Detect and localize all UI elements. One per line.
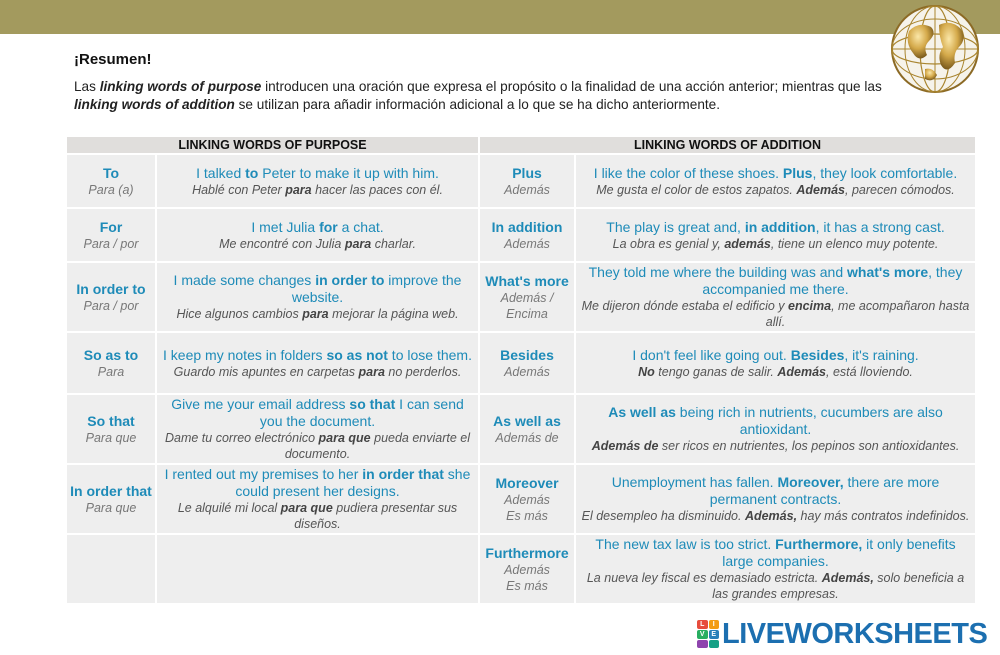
intro-text: introducen una oración que expresa el propósito o la finalidad de una acción anterior; mientras que las [261,79,882,94]
addition-linking-word: As well as [493,412,561,429]
highlight-text: además [724,236,771,251]
sentence-text: , tiene un elenco muy potente. [770,236,939,251]
addition-word-cell [480,535,574,603]
highlight-text: in order that [362,466,444,482]
addition-example-cell [576,209,975,261]
highlight-text: encima [788,299,832,313]
highlight-text: so that [349,396,396,412]
highlight-text: para que [318,431,371,445]
highlight-text: para [302,307,329,321]
sentence-text: Le alquilé mi local [177,501,281,515]
highlight-text: Furthermore, [775,536,863,552]
page-title: ¡Resumen! [74,51,152,68]
sentence-text: I don't feel like going out. [632,346,791,363]
purpose-spanish-example [160,236,475,252]
addition-word-cell [480,263,574,331]
purpose-english-example [160,272,475,306]
purpose-translation: Para / por [83,236,139,251]
addition-linking-word: Moreover [495,474,559,491]
addition-linking-word: Furthermore [485,544,569,561]
addition-word-cell [480,209,574,261]
highlight-text: para que [280,501,333,515]
sentence-text: The play is great and, [606,218,745,235]
sentence-text: I can send you the document. [259,396,464,429]
addition-linking-word: In addition [491,218,563,235]
addition-spanish-example [579,570,972,602]
logo-text: LIVEWORKSHEETS [722,617,988,650]
addition-translation: Además [504,364,550,379]
purpose-word-cell [67,209,155,261]
addition-english-example [579,474,972,508]
purpose-word-cell [67,395,155,463]
highlight-text: para [285,182,312,197]
purpose-english-example [160,466,475,500]
addition-example-cell [576,395,975,463]
addition-example-cell [576,333,975,393]
purpose-word-cell [67,465,155,533]
sentence-text: Unemployment has fallen. [611,474,778,490]
highlight-text: what's more [847,264,929,280]
addition-example-cell [576,155,975,207]
highlight-text: Además de [591,439,659,453]
purpose-example-cell [157,209,478,261]
addition-linking-word: Besides [500,346,554,363]
sentence-text: mejorar la página web. [328,307,459,321]
purpose-linking-word: So as to [83,346,139,363]
addition-translation: Es más [506,508,548,523]
logo-badge-icon: L I V E [697,620,719,648]
sentence-text: Give me your email address [171,396,350,412]
purpose-translation: Para [97,364,125,379]
sentence-text: solo beneficia a las grandes empresas. [712,571,965,601]
sentence-text: Hablé con Peter [192,182,286,197]
sentence-text: she could present her designs. [235,466,471,499]
addition-english-example [579,347,972,364]
sentence-text: Peter to make it up with him. [258,164,439,181]
sentence-text: Guardo mis apuntes en carpetas [173,364,359,379]
purpose-linking-word: In order that [70,482,152,499]
highlight-text: para [344,236,372,251]
purpose-linking-word: In order to [76,280,146,297]
addition-english-example [579,404,972,438]
sentence-text: Dame tu correo electrónico [164,431,319,445]
sentence-text: Me encontré con Julia [219,236,345,251]
table-row [67,333,975,393]
sentence-text: tengo ganas de salir. [654,364,778,379]
addition-translation: Además [504,562,550,577]
sentence-text: , they look comfortable. [812,164,958,181]
sentence-text: being rich in nutrients, cucumbers are also antioxidant. [675,404,943,437]
purpose-linking-word: For [99,218,123,235]
sentence-text: I met Julia [251,218,320,235]
top-banner [0,0,1000,34]
sentence-text: charlar. [371,236,416,251]
addition-translation: Es más [506,578,548,593]
sentence-text: Hice algunos cambios [176,307,303,321]
purpose-linking-word: To [102,164,120,181]
addition-spanish-example [579,182,972,198]
sentence-text: a chat. [337,218,384,235]
purpose-english-example [160,396,475,430]
intro-text: Las [74,79,100,94]
addition-english-example [579,264,972,298]
sentence-text: They told me where the building was and [588,264,847,280]
purpose-linking-word: So that [87,412,135,429]
addition-spanish-example [579,298,972,330]
purpose-spanish-example [160,364,475,380]
sentence-text: I made some changes [173,272,316,288]
sentence-text: I like the color of these shoes. [593,164,783,181]
addition-spanish-example [579,508,972,524]
sentence-text: Me gusta el color de estos zapatos. [596,182,797,197]
sentence-text: ser ricos en nutrientes, los pepinos son antioxidantes. [658,439,960,453]
highlight-text: in addition [744,218,816,235]
liveworksheets-logo [697,618,987,650]
purpose-column-header: LINKING WORDS OF PURPOSE [67,137,478,153]
addition-spanish-example [579,438,972,454]
highlight-text: Además, [744,509,798,523]
purpose-translation: Para (a) [88,182,134,197]
addition-word-cell [480,155,574,207]
addition-example-cell [576,263,975,331]
sentence-text: La obra es genial y, [612,236,725,251]
highlight-text: for [319,218,338,235]
highlight-text: in order to [315,272,385,288]
addition-translation: Además [504,236,550,251]
purpose-word-cell [67,155,155,207]
purpose-translation: Para / por [83,298,139,313]
sentence-text: , me acompañaron hasta allí. [765,299,970,329]
highlight-text: Plus [782,164,813,181]
sentence-text: I keep my notes in folders [163,346,327,363]
purpose-example-cell [157,535,478,603]
table-row [67,465,975,533]
sentence-text: there are more permanent contracts. [709,474,940,507]
purpose-example-cell [157,465,478,533]
sentence-text: El desempleo ha disminuido. [581,509,745,523]
purpose-translation: Para que [85,500,137,515]
addition-column-header: LINKING WORDS OF ADDITION [480,137,975,153]
highlight-text: As well as [608,404,676,420]
purpose-spanish-example [160,500,475,532]
purpose-word-cell [67,535,155,603]
sentence-text: Me dijeron dónde estaba el edificio y [581,299,789,313]
sentence-text: pueda enviarte el documento. [284,431,471,461]
intro-emphasis: linking words of purpose [99,79,262,94]
sentence-text: it only benefits large companies. [722,536,956,569]
sentence-text: , it has a strong cast. [815,218,945,235]
table-row [67,209,975,261]
addition-spanish-example [579,236,972,252]
addition-english-example [579,219,972,236]
highlight-text: Además, [821,571,874,585]
purpose-spanish-example [160,306,475,322]
sentence-text: , it's raining. [844,346,919,363]
purpose-english-example [160,219,475,236]
purpose-translation: Para que [85,430,137,445]
sentence-text: improve the website. [291,272,462,305]
highlight-text: so as not [326,346,388,363]
sentence-text: I talked [196,164,246,181]
table-row [67,535,975,603]
sentence-text: , parecen cómodos. [845,182,955,197]
sentence-text: no perderlos. [384,364,462,379]
sentence-text: , está lloviendo. [826,364,913,379]
table-row [67,395,975,463]
purpose-english-example [160,347,475,364]
addition-word-cell [480,395,574,463]
sentence-text: La nueva ley fiscal es demasiado estricta. [586,571,822,585]
addition-english-example [579,165,972,182]
purpose-word-cell [67,263,155,331]
sentence-text: to lose them. [387,346,472,363]
table-row [67,155,975,207]
addition-word-cell [480,333,574,393]
addition-example-cell [576,465,975,533]
purpose-english-example [160,165,475,182]
purpose-spanish-example [160,182,475,198]
addition-linking-word: Plus [512,164,542,181]
intro-text: se utilizan para añadir información adicional a lo que se ha dicho anteriormente. [234,97,720,112]
highlight-text: para [358,364,385,379]
sentence-text: hacer las paces con él. [311,182,443,197]
sentence-text: , they accompanied me there. [702,264,963,297]
addition-spanish-example [579,364,972,380]
highlight-text: Además [796,182,845,197]
addition-word-cell [480,465,574,533]
sentence-text: The new tax law is too strict. [595,536,776,552]
purpose-example-cell [157,333,478,393]
addition-english-example [579,536,972,570]
addition-translation: Además [504,182,550,197]
sentence-text: pudiera presentar sus diseños. [294,501,458,531]
purpose-example-cell [157,263,478,331]
sentence-text: hay más contratos indefinidos. [797,509,970,523]
addition-translation: Además / Encima [500,290,554,321]
addition-translation: Además [504,492,550,507]
purpose-spanish-example [160,430,475,462]
addition-example-cell [576,535,975,603]
linking-words-table [65,135,977,605]
addition-linking-word: What's more [485,272,569,289]
intro-emphasis: linking words of addition [74,97,235,112]
purpose-example-cell [157,395,478,463]
highlight-text: No [638,364,655,379]
highlight-text: Moreover, [777,474,844,490]
highlight-text: to [245,164,259,181]
intro-paragraph [74,78,909,114]
sentence-text: I rented out my premises to her [164,466,363,482]
purpose-example-cell [157,155,478,207]
purpose-word-cell [67,333,155,393]
table-row [67,263,975,331]
highlight-text: Besides [790,346,845,363]
highlight-text: Además [777,364,827,379]
addition-translation: Además de [495,430,559,445]
